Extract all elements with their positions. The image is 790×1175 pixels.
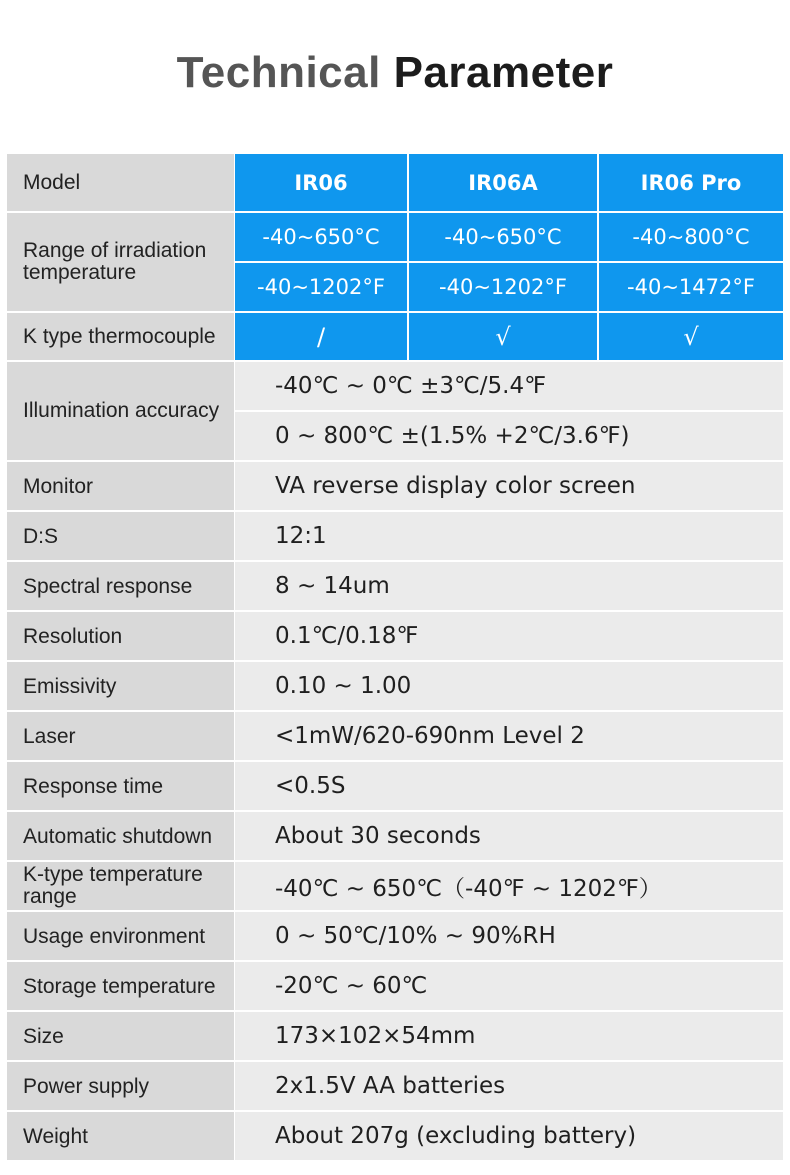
thermocouple-label: K type thermocouple [7, 313, 234, 360]
accuracy-label: Illumination accuracy [7, 362, 234, 460]
row-label: Storage temperature [7, 962, 234, 1010]
range-f-ir06a: -40~1202°F [409, 263, 597, 311]
thermocouple-ir06-pro: √ [599, 313, 783, 360]
accuracy-line1: -40℃ ~ 0℃ ±3℃/5.4℉ [235, 362, 783, 410]
model-ir06a: IR06A [409, 154, 597, 211]
range-label: Range of irradiation temperature [7, 213, 234, 311]
row-label: Power supply [7, 1062, 234, 1110]
range-c-ir06: -40~650°C [235, 213, 407, 261]
row-value: 173×102×54mm [235, 1012, 783, 1060]
row-value: About 207g (excluding battery) [235, 1112, 783, 1160]
title-part2: Parameter [393, 48, 614, 97]
row-label: Laser [7, 712, 234, 760]
row-value: VA reverse display color screen [235, 462, 783, 510]
model-ir06: IR06 [235, 154, 407, 211]
row-label: Automatic shutdown [7, 812, 234, 860]
range-c-ir06a: -40~650°C [409, 213, 597, 261]
row-value: 0.10 ~ 1.00 [235, 662, 783, 710]
range-c-ir06-pro: -40~800°C [599, 213, 783, 261]
row-label: Resolution [7, 612, 234, 660]
row-value: -40℃ ~ 650℃（-40℉ ~ 1202℉） [235, 862, 783, 910]
row-value: 12:1 [235, 512, 783, 560]
row-label: D:S [7, 512, 234, 560]
row-label: Usage environment [7, 912, 234, 960]
row-label: Emissivity [7, 662, 234, 710]
row-value: -20℃ ~ 60℃ [235, 962, 783, 1010]
row-label: Monitor [7, 462, 234, 510]
row-label: Weight [7, 1112, 234, 1160]
thermocouple-ir06: / [235, 313, 407, 360]
row-label: K-type temperature range [7, 862, 234, 910]
row-label: Spectral response [7, 562, 234, 610]
page-title [0, 48, 790, 98]
row-label: Size [7, 1012, 234, 1060]
accuracy-line2: 0 ~ 800℃ ±(1.5% +2℃/3.6℉) [235, 412, 783, 460]
row-value: <0.5S [235, 762, 783, 810]
row-value: 0 ~ 50℃/10% ~ 90%RH [235, 912, 783, 960]
row-value: 2x1.5V AA batteries [235, 1062, 783, 1110]
row-value: 8 ~ 14um [235, 562, 783, 610]
range-f-ir06: -40~1202°F [235, 263, 407, 311]
range-f-ir06-pro: -40~1472°F [599, 263, 783, 311]
row-label: Response time [7, 762, 234, 810]
row-value: About 30 seconds [235, 812, 783, 860]
thermocouple-ir06a: √ [409, 313, 597, 360]
model-label: Model [7, 154, 234, 211]
model-ir06-pro: IR06 Pro [599, 154, 783, 211]
title-part1: Technical [176, 48, 381, 97]
row-value: 0.1℃/0.18℉ [235, 612, 783, 660]
row-value: <1mW/620-690nm Level 2 [235, 712, 783, 760]
